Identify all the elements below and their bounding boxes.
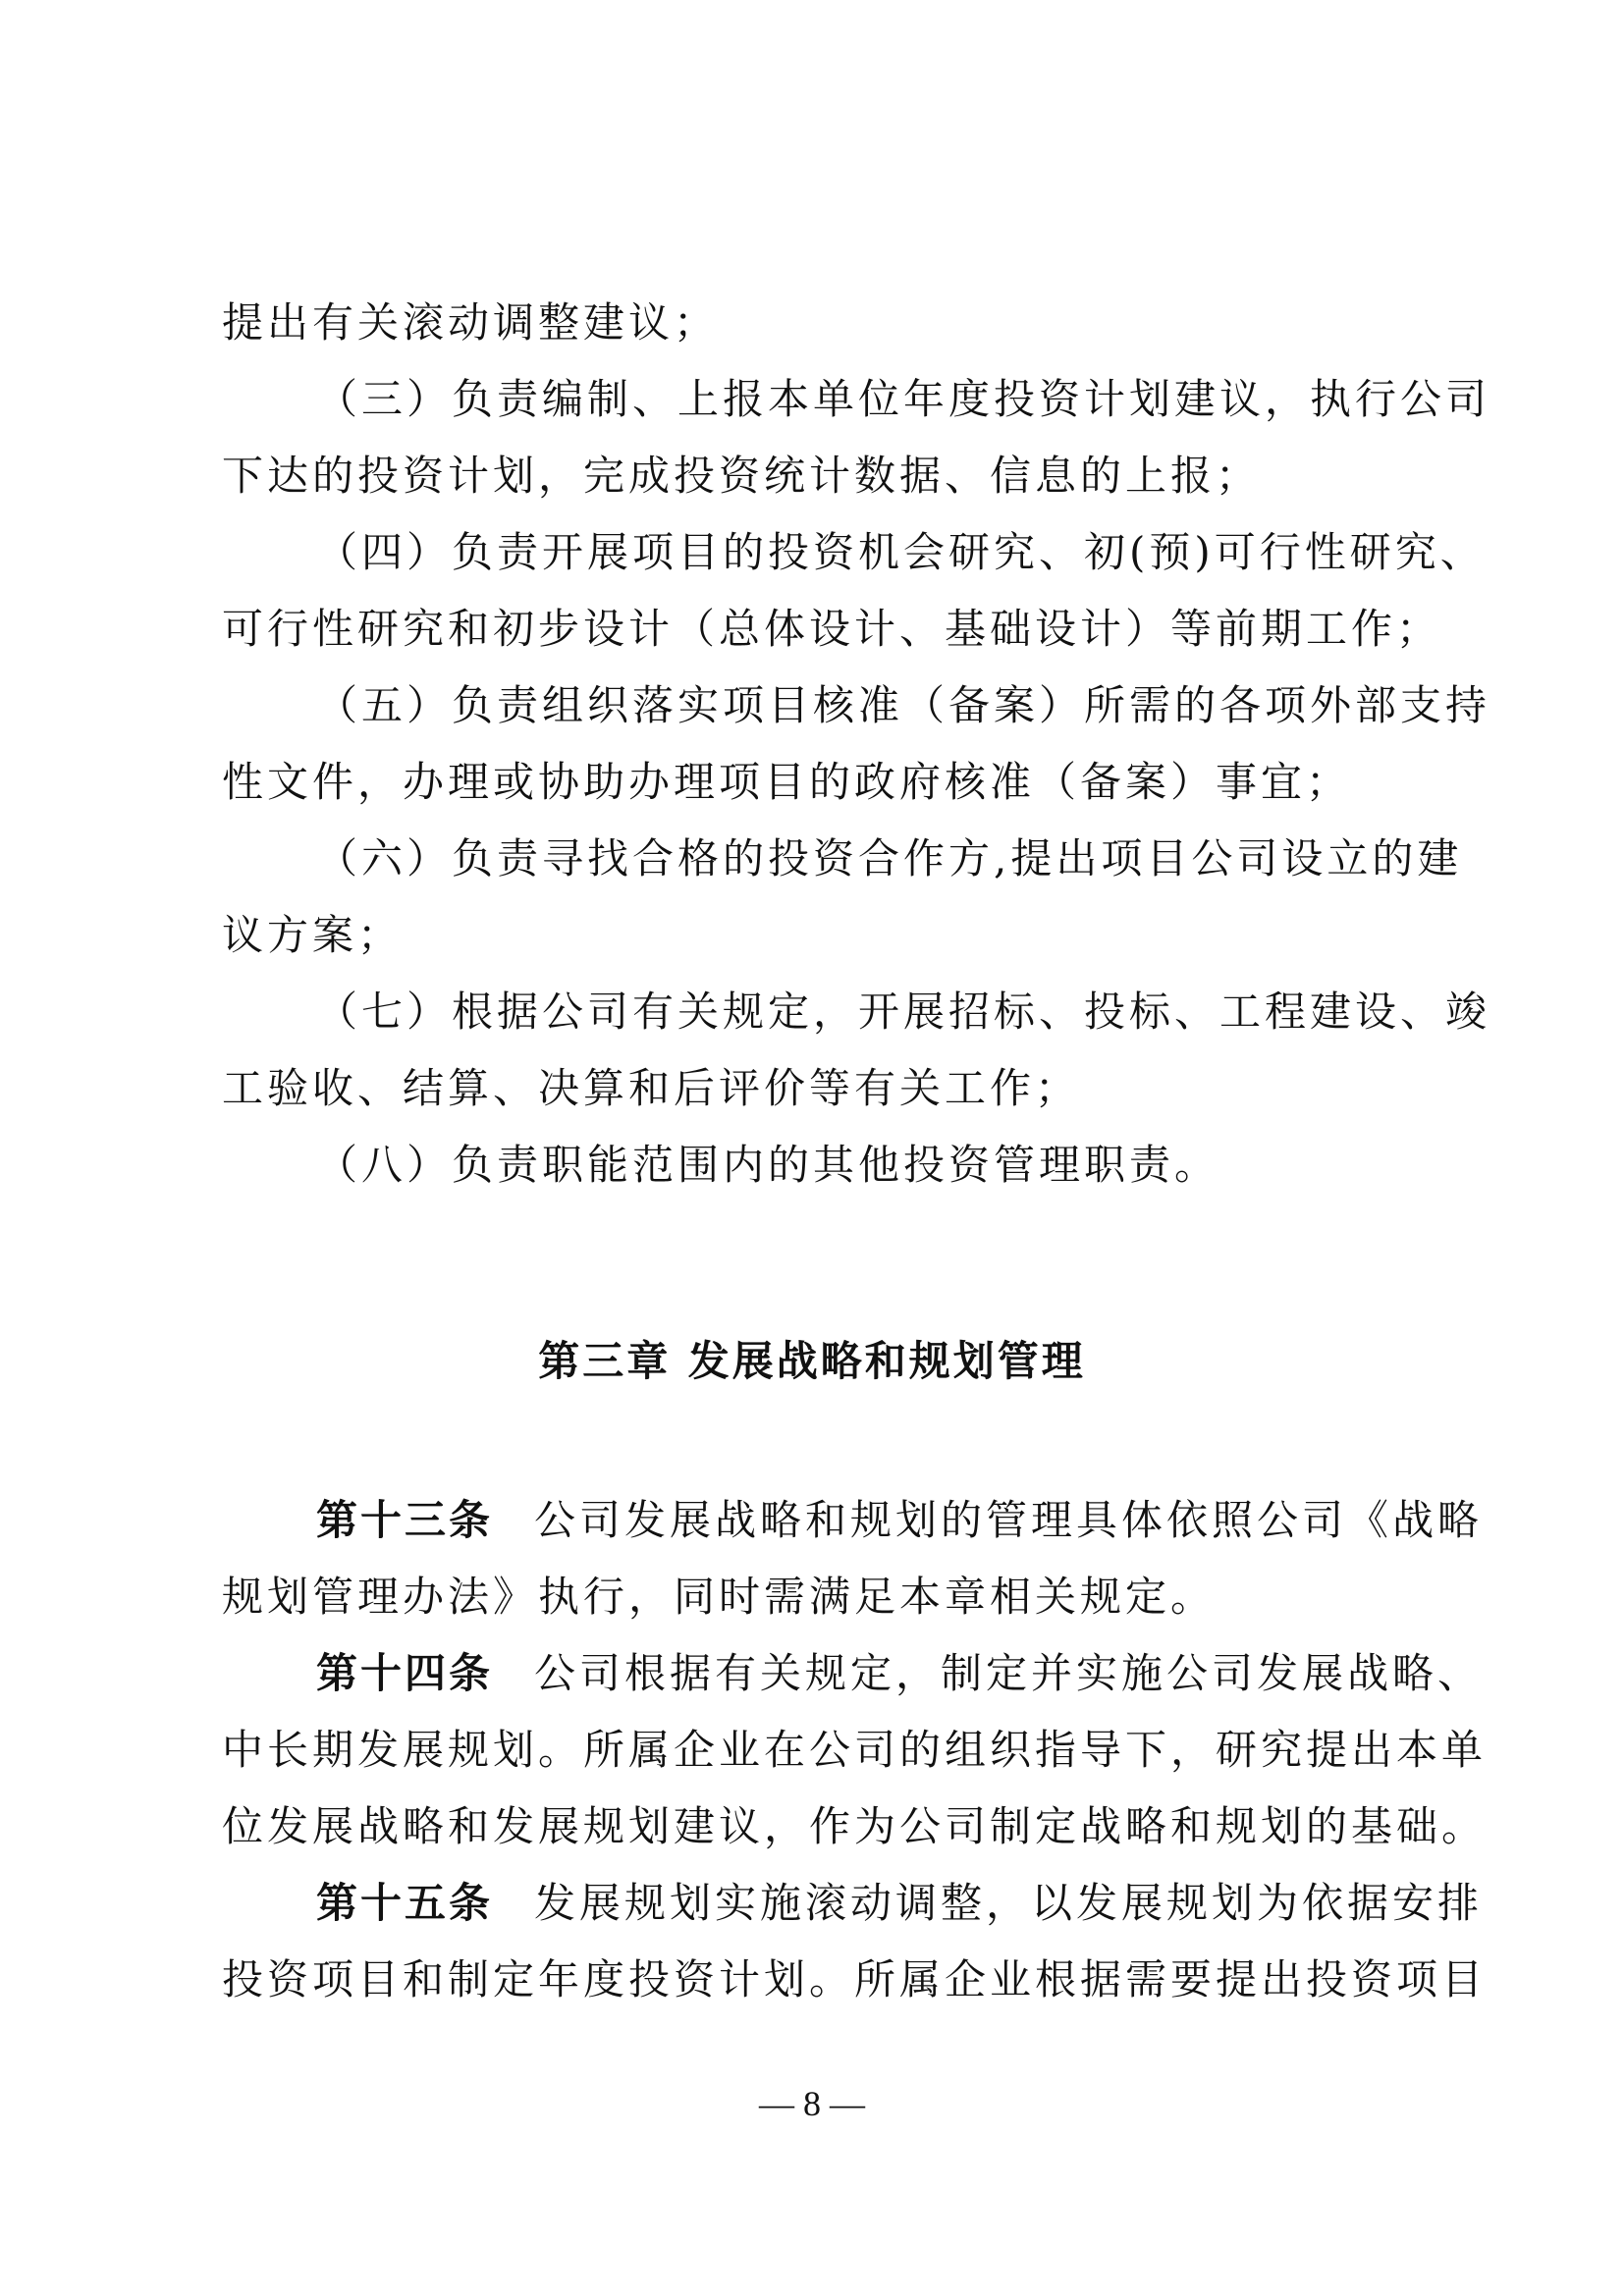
article-13-label: 第十三条	[316, 1496, 494, 1544]
article-15-label: 第十五条	[316, 1879, 494, 1927]
clause-8-line: （八）负责职能范围内的其他投资管理职责。	[316, 1141, 1220, 1189]
articles-section	[222, 1482, 1488, 2018]
article-13-first-line	[222, 1482, 1484, 1559]
body-line: 可行性研究和初步设计（总体设计、基础设计）等前期工作；	[222, 605, 1442, 653]
article-15-first-line	[222, 1865, 1484, 1942]
clause-7-line: （七）根据公司有关规定，开展招标、投标、工程建设、竣	[316, 988, 1491, 1036]
clause-3-line: （三）负责编制、上报本单位年度投资计划建议，执行公司	[316, 375, 1491, 423]
article-14-label: 第十四条	[316, 1649, 494, 1697]
article-13-line: 规划管理办法》执行，同时需满足本章相关规定。	[222, 1573, 1217, 1621]
article-15-text: 发展规划实施滚动调整，以发展规划为依据安排	[534, 1879, 1484, 1927]
article-14-first-line	[222, 1635, 1484, 1712]
body-line: 下达的投资计划，完成投资统计数据、信息的上报；	[222, 452, 1262, 500]
body-line: 提出有关滚动调整建议；	[222, 298, 720, 347]
article-13-text: 公司发展战略和规划的管理具体依照公司《战略	[534, 1496, 1484, 1544]
continued-clauses	[222, 285, 1491, 1203]
clause-4-line: （四）负责开展项目的投资机会研究、初(预)可行性研究、	[316, 528, 1486, 576]
chapter-heading: 第三章 发展战略和规划管理	[538, 1337, 1086, 1385]
clause-6-line: （六）负责寻找合格的投资合作方,提出项目公司设立的建	[316, 834, 1463, 882]
body-line: 性文件，办理或协助办理项目的政府核准（备案）事宜；	[222, 758, 1352, 806]
article-14-line: 中长期发展规划。所属企业在公司的组织指导下，研究提出本单	[222, 1726, 1488, 1774]
article-15-line: 投资项目和制定年度投资计划。所属企业根据需要提出投资项目	[222, 1955, 1488, 2003]
clause-5-line: （五）负责组织落实项目核准（备案）所需的各项外部支持	[316, 681, 1491, 729]
body-line: 工验收、结算、决算和后评价等有关工作；	[222, 1064, 1081, 1112]
article-14-line: 位发展战略和发展规划建议，作为公司制定战略和规划的基础。	[222, 1802, 1488, 1850]
page-number: — 8 —	[759, 2084, 865, 2123]
article-14-text: 公司根据有关规定，制定并实施公司发展战略、	[534, 1649, 1484, 1697]
body-line: 议方案；	[222, 911, 404, 959]
